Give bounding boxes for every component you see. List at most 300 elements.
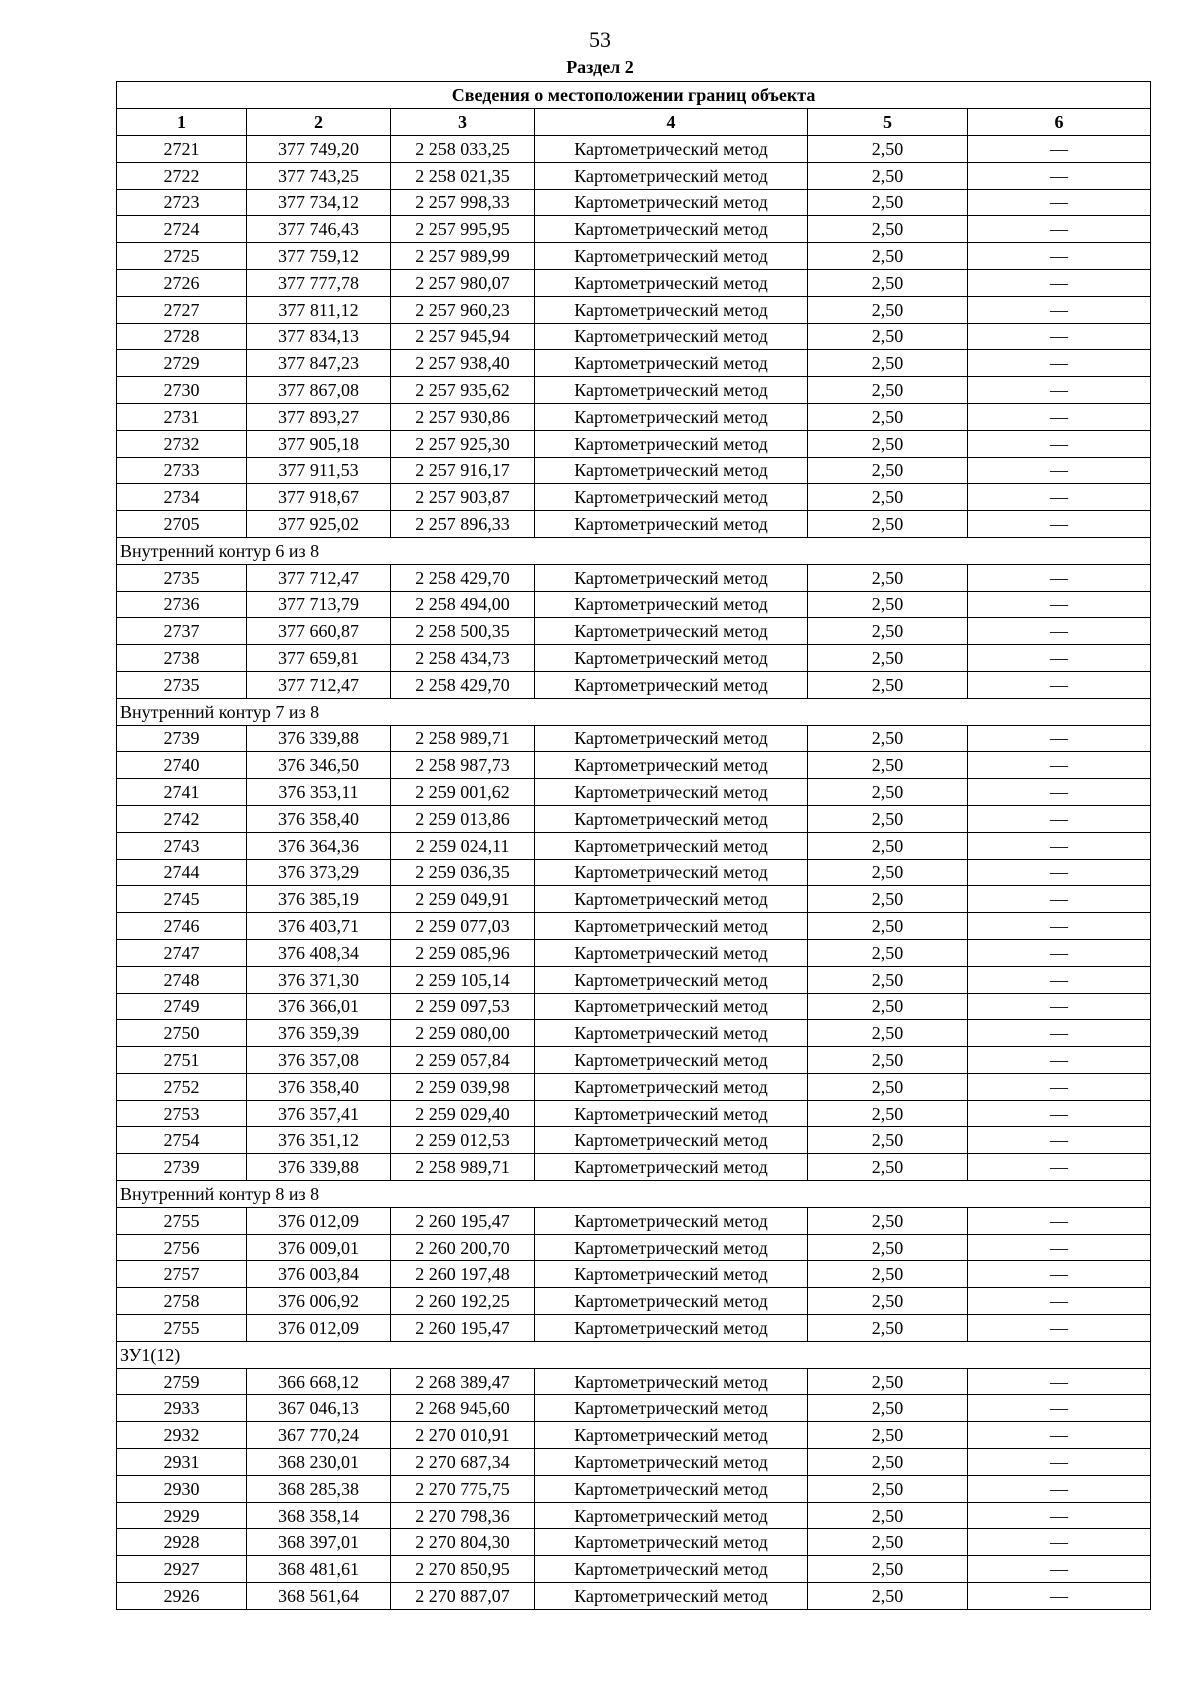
cell-method: Картометрический метод (535, 1556, 808, 1583)
cell-note: — (968, 1556, 1151, 1583)
cell-accuracy: 2,50 (808, 859, 968, 886)
table-row (117, 457, 1151, 484)
cell-coord-x: 377 905,18 (247, 430, 391, 457)
cell-accuracy: 2,50 (808, 403, 968, 430)
cell-note: — (968, 269, 1151, 296)
cell-accuracy: 2,50 (808, 296, 968, 323)
cell-accuracy: 2,50 (808, 1047, 968, 1074)
cell-note: — (968, 832, 1151, 859)
cell-coord-y: 2 259 013,86 (391, 805, 535, 832)
cell-coord-y: 2 268 945,60 (391, 1395, 535, 1422)
column-number: 6 (968, 109, 1151, 136)
cell-point-number: 2739 (117, 725, 247, 752)
cell-coord-x: 376 346,50 (247, 752, 391, 779)
table-row (117, 591, 1151, 618)
section-title: Раздел 2 (566, 57, 634, 77)
contour-header-row (117, 1181, 1151, 1208)
table-row (117, 966, 1151, 993)
cell-coord-x: 368 397,01 (247, 1529, 391, 1556)
cell-method: Картометрический метод (535, 1529, 808, 1556)
cell-coord-y: 2 270 850,95 (391, 1556, 535, 1583)
cell-point-number: 2728 (117, 323, 247, 350)
table-row (117, 1583, 1151, 1610)
table-row (117, 725, 1151, 752)
cell-coord-x: 376 012,09 (247, 1315, 391, 1342)
cell-coord-y: 2 259 105,14 (391, 966, 535, 993)
cell-accuracy: 2,50 (808, 377, 968, 404)
cell-accuracy: 2,50 (808, 779, 968, 806)
cell-method: Картометрический метод (535, 859, 808, 886)
cell-accuracy: 2,50 (808, 564, 968, 591)
cell-coord-x: 368 358,14 (247, 1502, 391, 1529)
cell-coord-y: 2 259 057,84 (391, 1047, 535, 1074)
table-row (117, 1422, 1151, 1449)
cell-note: — (968, 350, 1151, 377)
cell-coord-x: 377 743,25 (247, 162, 391, 189)
cell-coord-y: 2 259 039,98 (391, 1073, 535, 1100)
cell-accuracy: 2,50 (808, 162, 968, 189)
cell-coord-x: 376 359,39 (247, 1020, 391, 1047)
cell-note: — (968, 323, 1151, 350)
cell-point-number: 2744 (117, 859, 247, 886)
table-row (117, 993, 1151, 1020)
table-row (117, 779, 1151, 806)
cell-note: — (968, 591, 1151, 618)
cell-accuracy: 2,50 (808, 1127, 968, 1154)
cell-note: — (968, 1020, 1151, 1047)
cell-method: Картометрический метод (535, 189, 808, 216)
cell-method: Картометрический метод (535, 243, 808, 270)
table-row (117, 430, 1151, 457)
cell-note: — (968, 752, 1151, 779)
cell-note: — (968, 1475, 1151, 1502)
cell-method: Картометрический метод (535, 1100, 808, 1127)
cell-method: Картометрический метод (535, 1047, 808, 1074)
cell-accuracy: 2,50 (808, 1020, 968, 1047)
cell-note: — (968, 136, 1151, 163)
cell-coord-x: 377 925,02 (247, 511, 391, 538)
cell-note: — (968, 779, 1151, 806)
cell-point-number: 2758 (117, 1288, 247, 1315)
table-row (117, 1073, 1151, 1100)
cell-coord-x: 376 385,19 (247, 886, 391, 913)
table-row (117, 1395, 1151, 1422)
cell-accuracy: 2,50 (808, 511, 968, 538)
cell-method: Картометрический метод (535, 725, 808, 752)
cell-note: — (968, 1127, 1151, 1154)
cell-accuracy: 2,50 (808, 805, 968, 832)
cell-method: Картометрический метод (535, 591, 808, 618)
cell-coord-x: 368 285,38 (247, 1475, 391, 1502)
cell-point-number: 2723 (117, 189, 247, 216)
cell-point-number: 2929 (117, 1502, 247, 1529)
cell-note: — (968, 993, 1151, 1020)
cell-coord-y: 2 268 389,47 (391, 1368, 535, 1395)
table-caption-row (117, 82, 1151, 109)
cell-point-number: 2737 (117, 618, 247, 645)
table-row (117, 1154, 1151, 1181)
cell-coord-y: 2 260 192,25 (391, 1288, 535, 1315)
cell-note: — (968, 886, 1151, 913)
table-row (117, 1207, 1151, 1234)
cell-coord-x: 377 847,23 (247, 350, 391, 377)
cell-coord-x: 377 746,43 (247, 216, 391, 243)
cell-note: — (968, 243, 1151, 270)
cell-point-number: 2931 (117, 1449, 247, 1476)
cell-method: Картометрический метод (535, 1422, 808, 1449)
cell-point-number: 2729 (117, 350, 247, 377)
cell-coord-y: 2 257 903,87 (391, 484, 535, 511)
cell-coord-y: 2 259 080,00 (391, 1020, 535, 1047)
cell-accuracy: 2,50 (808, 1368, 968, 1395)
cell-accuracy: 2,50 (808, 1502, 968, 1529)
cell-point-number: 2930 (117, 1475, 247, 1502)
cell-point-number: 2933 (117, 1395, 247, 1422)
cell-coord-y: 2 258 021,35 (391, 162, 535, 189)
cell-method: Картометрический метод (535, 1288, 808, 1315)
cell-coord-x: 377 918,67 (247, 484, 391, 511)
cell-note: — (968, 1422, 1151, 1449)
cell-coord-y: 2 270 887,07 (391, 1583, 535, 1610)
contour-label: Внутренний контур 8 из 8 (117, 1181, 1151, 1208)
cell-accuracy: 2,50 (808, 430, 968, 457)
cell-coord-x: 377 759,12 (247, 243, 391, 270)
cell-point-number: 2759 (117, 1368, 247, 1395)
cell-coord-y: 2 258 987,73 (391, 752, 535, 779)
cell-note: — (968, 671, 1151, 698)
contour-header-row (117, 1341, 1151, 1368)
cell-method: Картометрический метод (535, 1207, 808, 1234)
cell-coord-x: 376 371,30 (247, 966, 391, 993)
cell-point-number: 2741 (117, 779, 247, 806)
cell-coord-y: 2 257 995,95 (391, 216, 535, 243)
cell-accuracy: 2,50 (808, 1449, 968, 1476)
cell-point-number: 2745 (117, 886, 247, 913)
cell-coord-y: 2 259 001,62 (391, 779, 535, 806)
table-row (117, 939, 1151, 966)
contour-header-row (117, 537, 1151, 564)
table-row (117, 323, 1151, 350)
cell-coord-y: 2 258 033,25 (391, 136, 535, 163)
cell-point-number: 2746 (117, 913, 247, 940)
cell-accuracy: 2,50 (808, 1234, 968, 1261)
cell-note: — (968, 1100, 1151, 1127)
cell-coord-x: 377 867,08 (247, 377, 391, 404)
cell-note: — (968, 430, 1151, 457)
cell-coord-y: 2 259 012,53 (391, 1127, 535, 1154)
cell-note: — (968, 1583, 1151, 1610)
cell-coord-y: 2 270 687,34 (391, 1449, 535, 1476)
cell-point-number: 2756 (117, 1234, 247, 1261)
cell-accuracy: 2,50 (808, 1556, 968, 1583)
cell-method: Картометрический метод (535, 645, 808, 672)
cell-note: — (968, 805, 1151, 832)
cell-coord-y: 2 257 989,99 (391, 243, 535, 270)
cell-method: Картометрический метод (535, 1127, 808, 1154)
cell-note: — (968, 645, 1151, 672)
cell-coord-x: 376 366,01 (247, 993, 391, 1020)
cell-point-number: 2742 (117, 805, 247, 832)
cell-accuracy: 2,50 (808, 618, 968, 645)
cell-coord-x: 377 712,47 (247, 671, 391, 698)
cell-coord-x: 376 003,84 (247, 1261, 391, 1288)
table-row (117, 886, 1151, 913)
cell-point-number: 2927 (117, 1556, 247, 1583)
table-row (117, 1100, 1151, 1127)
table-row (117, 859, 1151, 886)
cell-coord-x: 376 408,34 (247, 939, 391, 966)
cell-coord-y: 2 257 960,23 (391, 296, 535, 323)
cell-method: Картометрический метод (535, 216, 808, 243)
cell-point-number: 2754 (117, 1127, 247, 1154)
cell-note: — (968, 859, 1151, 886)
cell-accuracy: 2,50 (808, 323, 968, 350)
cell-coord-y: 2 260 195,47 (391, 1207, 535, 1234)
cell-note: — (968, 618, 1151, 645)
cell-method: Картометрический метод (535, 162, 808, 189)
cell-coord-y: 2 259 077,03 (391, 913, 535, 940)
table-row (117, 350, 1151, 377)
table-row (117, 645, 1151, 672)
cell-point-number: 2738 (117, 645, 247, 672)
cell-method: Картометрический метод (535, 966, 808, 993)
cell-point-number: 2736 (117, 591, 247, 618)
cell-coord-x: 376 012,09 (247, 1207, 391, 1234)
cell-accuracy: 2,50 (808, 269, 968, 296)
cell-coord-y: 2 259 029,40 (391, 1100, 535, 1127)
cell-coord-y: 2 260 195,47 (391, 1315, 535, 1342)
cell-point-number: 2735 (117, 564, 247, 591)
cell-accuracy: 2,50 (808, 1422, 968, 1449)
column-number: 5 (808, 109, 968, 136)
cell-accuracy: 2,50 (808, 1100, 968, 1127)
cell-point-number: 2724 (117, 216, 247, 243)
cell-coord-x: 376 358,40 (247, 805, 391, 832)
cell-point-number: 2705 (117, 511, 247, 538)
cell-method: Картометрический метод (535, 618, 808, 645)
table-row (117, 1261, 1151, 1288)
cell-coord-x: 376 357,41 (247, 1100, 391, 1127)
cell-coord-y: 2 260 197,48 (391, 1261, 535, 1288)
cell-note: — (968, 511, 1151, 538)
cell-point-number: 2727 (117, 296, 247, 323)
cell-note: — (968, 1395, 1151, 1422)
table-row (117, 1315, 1151, 1342)
cell-method: Картометрический метод (535, 136, 808, 163)
page-number: 53 (589, 27, 611, 52)
cell-note: — (968, 1368, 1151, 1395)
cell-accuracy: 2,50 (808, 1475, 968, 1502)
table-row (117, 1368, 1151, 1395)
cell-coord-x: 377 713,79 (247, 591, 391, 618)
cell-coord-y: 2 259 085,96 (391, 939, 535, 966)
cell-method: Картометрический метод (535, 350, 808, 377)
cell-accuracy: 2,50 (808, 1261, 968, 1288)
cell-coord-y: 2 258 500,35 (391, 618, 535, 645)
cell-method: Картометрический метод (535, 1502, 808, 1529)
table-row (117, 269, 1151, 296)
cell-method: Картометрический метод (535, 377, 808, 404)
cell-accuracy: 2,50 (808, 966, 968, 993)
table-row (117, 805, 1151, 832)
table-row (117, 1288, 1151, 1315)
cell-note: — (968, 1073, 1151, 1100)
cell-note: — (968, 939, 1151, 966)
cell-note: — (968, 966, 1151, 993)
cell-method: Картометрический метод (535, 1020, 808, 1047)
cell-coord-x: 377 749,20 (247, 136, 391, 163)
cell-method: Картометрический метод (535, 886, 808, 913)
cell-coord-y: 2 257 896,33 (391, 511, 535, 538)
cell-point-number: 2722 (117, 162, 247, 189)
contour-label: Внутренний контур 7 из 8 (117, 698, 1151, 725)
cell-method: Картометрический метод (535, 805, 808, 832)
cell-note: — (968, 913, 1151, 940)
cell-accuracy: 2,50 (808, 1073, 968, 1100)
cell-point-number: 2753 (117, 1100, 247, 1127)
table-row (117, 752, 1151, 779)
cell-coord-y: 2 258 989,71 (391, 725, 535, 752)
cell-point-number: 2749 (117, 993, 247, 1020)
cell-coord-y: 2 260 200,70 (391, 1234, 535, 1261)
cell-note: — (968, 457, 1151, 484)
cell-note: — (968, 484, 1151, 511)
cell-method: Картометрический метод (535, 269, 808, 296)
table-row (117, 1556, 1151, 1583)
cell-accuracy: 2,50 (808, 725, 968, 752)
cell-coord-x: 376 364,36 (247, 832, 391, 859)
cell-accuracy: 2,50 (808, 484, 968, 511)
cell-coord-x: 376 351,12 (247, 1127, 391, 1154)
cell-note: — (968, 162, 1151, 189)
cell-coord-x: 377 659,81 (247, 645, 391, 672)
cell-method: Картометрический метод (535, 1475, 808, 1502)
cell-coord-y: 2 257 935,62 (391, 377, 535, 404)
cell-method: Картометрический метод (535, 1449, 808, 1476)
cell-coord-x: 377 660,87 (247, 618, 391, 645)
cell-coord-x: 376 357,08 (247, 1047, 391, 1074)
table-row (117, 832, 1151, 859)
cell-coord-y: 2 257 980,07 (391, 269, 535, 296)
cell-method: Картометрический метод (535, 1154, 808, 1181)
cell-note: — (968, 296, 1151, 323)
cell-point-number: 2748 (117, 966, 247, 993)
table-row (117, 618, 1151, 645)
column-number: 4 (535, 109, 808, 136)
cell-method: Картометрический метод (535, 457, 808, 484)
column-number: 3 (391, 109, 535, 136)
cell-coord-x: 376 353,11 (247, 779, 391, 806)
cell-accuracy: 2,50 (808, 350, 968, 377)
cell-coord-y: 2 258 494,00 (391, 591, 535, 618)
table-caption: Сведения о местоположении границ объекта (117, 82, 1151, 109)
cell-point-number: 2734 (117, 484, 247, 511)
cell-point-number: 2757 (117, 1261, 247, 1288)
table-row (117, 1047, 1151, 1074)
cell-coord-y: 2 257 945,94 (391, 323, 535, 350)
table-row (117, 484, 1151, 511)
table-row (117, 189, 1151, 216)
cell-method: Картометрический метод (535, 403, 808, 430)
table-row (117, 671, 1151, 698)
cell-accuracy: 2,50 (808, 216, 968, 243)
cell-point-number: 2750 (117, 1020, 247, 1047)
cell-coord-x: 376 358,40 (247, 1073, 391, 1100)
table-row (117, 1475, 1151, 1502)
cell-accuracy: 2,50 (808, 1207, 968, 1234)
column-number-row (117, 109, 1151, 136)
cell-point-number: 2932 (117, 1422, 247, 1449)
cell-coord-x: 367 770,24 (247, 1422, 391, 1449)
cell-coord-y: 2 257 925,30 (391, 430, 535, 457)
cell-accuracy: 2,50 (808, 457, 968, 484)
cell-method: Картометрический метод (535, 430, 808, 457)
cell-method: Картометрический метод (535, 1073, 808, 1100)
cell-accuracy: 2,50 (808, 1583, 968, 1610)
table-row (117, 1234, 1151, 1261)
cell-accuracy: 2,50 (808, 1315, 968, 1342)
cell-method: Картометрический метод (535, 1234, 808, 1261)
cell-accuracy: 2,50 (808, 913, 968, 940)
cell-note: — (968, 403, 1151, 430)
cell-method: Картометрический метод (535, 564, 808, 591)
cell-coord-x: 368 561,64 (247, 1583, 391, 1610)
cell-note: — (968, 1261, 1151, 1288)
cell-point-number: 2726 (117, 269, 247, 296)
cell-point-number: 2739 (117, 1154, 247, 1181)
cell-accuracy: 2,50 (808, 136, 968, 163)
cell-method: Картометрический метод (535, 993, 808, 1020)
cell-accuracy: 2,50 (808, 671, 968, 698)
cell-coord-x: 377 893,27 (247, 403, 391, 430)
cell-method: Картометрический метод (535, 779, 808, 806)
cell-accuracy: 2,50 (808, 1395, 968, 1422)
cell-accuracy: 2,50 (808, 1529, 968, 1556)
cell-method: Картометрический метод (535, 1261, 808, 1288)
cell-method: Картометрический метод (535, 323, 808, 350)
table-row (117, 377, 1151, 404)
cell-point-number: 2733 (117, 457, 247, 484)
cell-coord-y: 2 259 036,35 (391, 859, 535, 886)
table-row (117, 162, 1151, 189)
cell-coord-y: 2 259 049,91 (391, 886, 535, 913)
cell-point-number: 2752 (117, 1073, 247, 1100)
cell-coord-y: 2 270 010,91 (391, 1422, 535, 1449)
cell-coord-x: 377 834,13 (247, 323, 391, 350)
cell-point-number: 2928 (117, 1529, 247, 1556)
cell-point-number: 2731 (117, 403, 247, 430)
cell-coord-y: 2 270 798,36 (391, 1502, 535, 1529)
table-row (117, 913, 1151, 940)
cell-coord-x: 368 481,61 (247, 1556, 391, 1583)
cell-point-number: 2730 (117, 377, 247, 404)
cell-point-number: 2732 (117, 430, 247, 457)
table-row (117, 243, 1151, 270)
cell-coord-x: 368 230,01 (247, 1449, 391, 1476)
cell-coord-y: 2 257 916,17 (391, 457, 535, 484)
cell-note: — (968, 1449, 1151, 1476)
contour-label: ЗУ1(12) (117, 1341, 1151, 1368)
cell-method: Картометрический метод (535, 1395, 808, 1422)
contour-header-row (117, 698, 1151, 725)
cell-coord-y: 2 257 938,40 (391, 350, 535, 377)
table-row (117, 136, 1151, 163)
column-number: 1 (117, 109, 247, 136)
cell-coord-x: 377 734,12 (247, 189, 391, 216)
cell-note: — (968, 1529, 1151, 1556)
cell-coord-x: 376 006,92 (247, 1288, 391, 1315)
contour-label: Внутренний контур 6 из 8 (117, 537, 1151, 564)
